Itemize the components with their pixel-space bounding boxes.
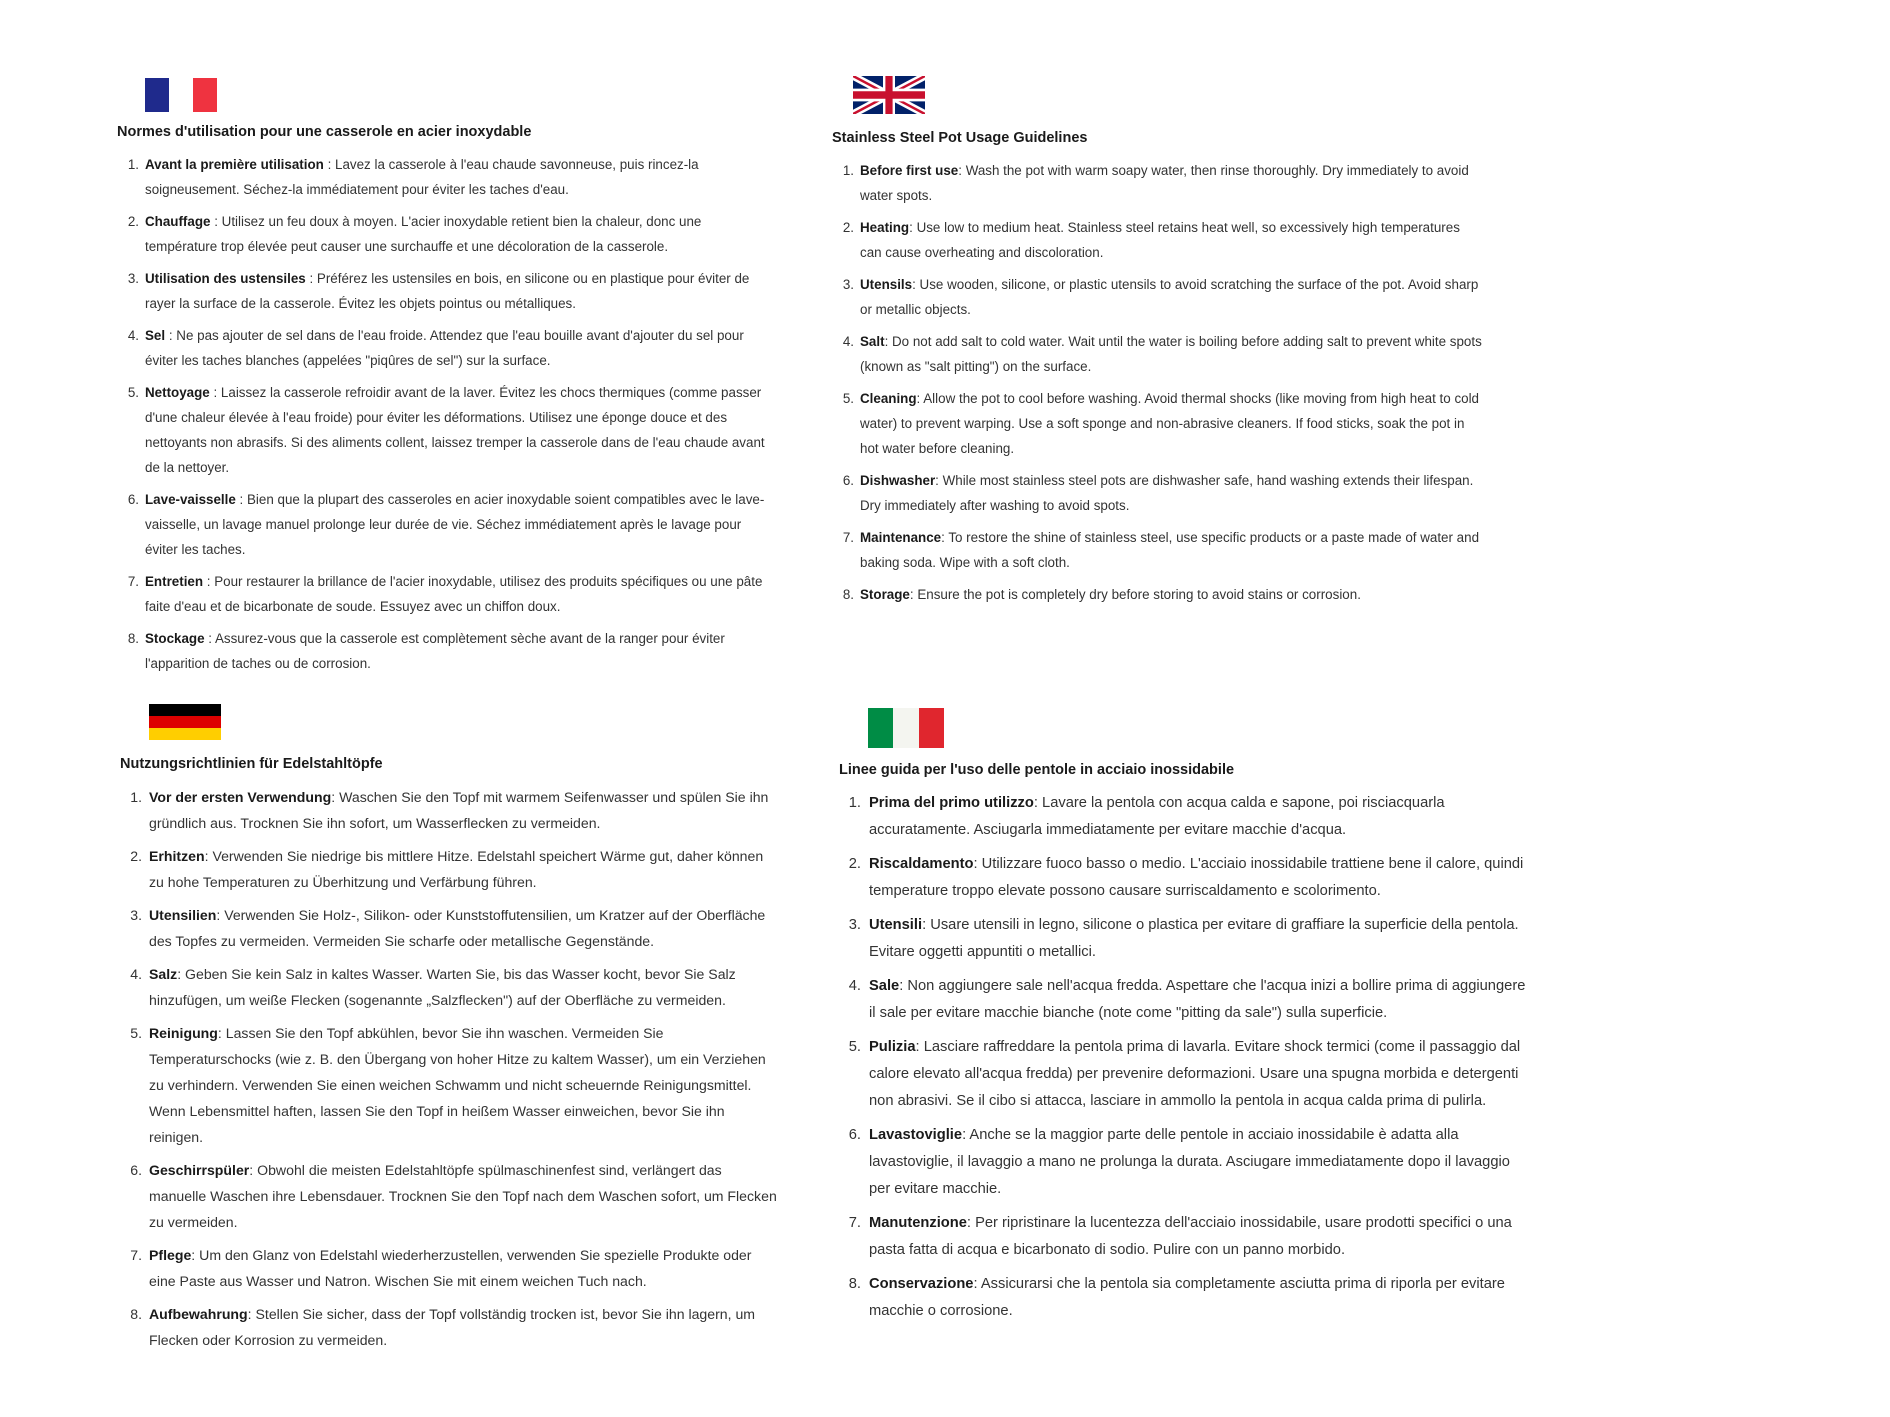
list-item-term: Reinigung [149, 1025, 218, 1041]
list-item-description: Verwenden Sie niedrige bis mittlere Hitze. Edelstahl speichert Wärme gut, daher können zu hohe Temperaturen zu Überhitzung und Verfärbung führen. [149, 848, 764, 890]
list-item-separator: : [915, 1039, 924, 1055]
list-item-number: 7. [127, 574, 139, 589]
list-item-term: Pulizia [869, 1039, 916, 1055]
list-item-term: Riscaldamento [869, 856, 974, 872]
list-item-description: Utilizzare fuoco basso o medio. L'acciaio inossidabile trattiene bene il calore, quindi temperature troppo elevate possono causare surriscaldamento e scolorimento. [869, 856, 1524, 899]
list-item-description: Do not add salt to cold water. Wait until the water is boiling before adding salt to prevent white spots (known as "salt pitting") on the surface. [860, 334, 1482, 374]
list-item-description: Um den Glanz von Edelstahl wiederherzustellen, verwenden Sie spezielle Produkte oder eine Paste aus Wasser und Natron. Wischen Sie mit einem weichen Tuch nach. [149, 1247, 752, 1289]
list-item-text [869, 1210, 1529, 1264]
list-item-description: Use wooden, silicone, or plastic utensils to avoid scratching the surface of the pot. Avoid sharp or metallic objects. [860, 277, 1479, 317]
list-item-text [869, 790, 1529, 844]
list-item-text [145, 152, 767, 202]
list-item-separator: : [1033, 795, 1043, 811]
list-item-separator: : [912, 277, 920, 292]
list-item-description: Ensure the pot is completely dry before storing to avoid stains or corrosion. [917, 587, 1361, 602]
list-item-term: Aufbewahrung [149, 1306, 248, 1322]
list-item-term: Storage [860, 587, 910, 602]
list-item-text [860, 272, 1482, 322]
list-item-term: Lavastoviglie [869, 1127, 963, 1143]
list-item-separator: : [922, 917, 931, 933]
list-item-separator: : [935, 473, 943, 488]
list-item-number: 4. [130, 966, 142, 982]
list-item-description: Usare utensili in legno, silicone o plastica per evitare di graffiare la superficie della pentola. Evitare oggetti appuntiti o metallici. [869, 917, 1519, 960]
list-item-term: Before first use [860, 163, 959, 178]
list-item-description: Bien que la plupart des casseroles en acier inoxydable soient compatibles avec le lave-vaisselle, un lavage manuel prolonge leur durée de vie. Séchez immédiatement après le lavage pour éviter les taches. [145, 492, 765, 557]
list-item [120, 1020, 780, 1150]
list-item-term: Utensili [869, 917, 923, 933]
list-item-number: 7. [842, 530, 854, 545]
italian-guidelines-section [839, 708, 1529, 1332]
list-item [117, 152, 767, 202]
list-item-text [145, 380, 767, 480]
list-item-description: Obwohl die meisten Edelstahltöpfe spülmaschinenfest sind, verlängert das manuelle Waschen ihre Lebensdauer. Trocknen Sie den Topf nach dem Waschen sofort, um Flecken zu vermeiden. [149, 1162, 777, 1230]
list-item-text [149, 1301, 780, 1353]
list-item-text [860, 468, 1482, 518]
list-item-separator: : [909, 220, 917, 235]
italy-flag-icon [868, 708, 944, 748]
list-item [832, 386, 1482, 461]
list-item-term: Chauffage [145, 214, 211, 229]
english-guidelines-section [832, 76, 1482, 614]
list-item-term: Conservazione [869, 1276, 974, 1292]
list-item-text [869, 1034, 1529, 1115]
list-item-description: Lassen Sie den Topf abkühlen, bevor Sie ihn waschen. Vermeiden Sie Temperaturschocks (wie z. B. den Übergang von hoher Hitze zu kaltem Wasser), um ein Verziehen zu verhindern. Verwenden Sie einen weichen Schwamm und nicht scheuernde Reinigungsmittel. Wenn Lebensmittel haften, lassen Sie den Topf in heißem Wasser einweichen, bevor Sie ihn reinigen. [149, 1025, 766, 1145]
list-item-number: 7. [130, 1247, 142, 1263]
list-item-description: Waschen Sie den Topf mit warmem Seifenwasser und spülen Sie ihn gründlich aus. Trocknen Sie ihn sofort, um Wasserflecken zu vermeiden. [149, 789, 769, 831]
list-item-text [145, 209, 767, 259]
list-item-number: 1. [127, 157, 139, 172]
list-item-description: Assurez-vous que la casserole est complètement sèche avant de la ranger pour éviter l'apparition de taches ou de corrosion. [145, 631, 725, 671]
list-item-term: Manutenzione [869, 1215, 967, 1231]
list-item-text [869, 1271, 1529, 1325]
list-item-number: 2. [127, 214, 139, 229]
list-item-separator: : [210, 214, 222, 229]
list-item [120, 843, 780, 895]
list-item-number: 1. [842, 163, 854, 178]
list-item-description: Non aggiungere sale nell'acqua fredda. Aspettare che l'acqua inizi a bollire prima di aggiungere il sale per evitare macchie bianche (note come "pitting da sale") sulla superficie. [869, 978, 1526, 1021]
german-title: Nutzungsrichtlinien für Edelstahltöpfe [120, 756, 383, 772]
list-item [832, 468, 1482, 518]
list-item-description: While most stainless steel pots are dishwasher safe, hand washing extends their lifespan. Dry immediately after washing to avoid spots. [860, 473, 1474, 513]
list-item-separator: : [331, 789, 340, 805]
list-item-text [145, 626, 767, 676]
list-item-separator: : [973, 1276, 981, 1292]
list-item-text [145, 266, 767, 316]
list-item-description: To restore the shine of stainless steel, use specific products or a paste made of water and baking soda. Wipe with a soft cloth. [860, 530, 1480, 570]
list-item [839, 973, 1529, 1027]
list-item-text [149, 902, 780, 954]
list-item-number: 3. [130, 907, 142, 923]
list-item-separator: : [204, 848, 213, 864]
list-item [832, 215, 1482, 265]
german-list [120, 784, 780, 1353]
list-item-separator: : [966, 1215, 976, 1231]
list-item-separator: : [323, 157, 336, 172]
list-item-separator: : [899, 978, 908, 994]
list-item-text [869, 1122, 1529, 1203]
french-title: Normes d'utilisation pour une casserole en acier inoxydable [117, 124, 532, 140]
list-item-number: 5. [848, 1039, 861, 1055]
list-item [117, 569, 767, 619]
list-item-separator: : [247, 1306, 256, 1322]
list-item-text [860, 386, 1482, 461]
french-guidelines-section [117, 78, 767, 683]
list-item-text [860, 582, 1482, 607]
list-item [832, 582, 1482, 607]
list-item-number: 5. [842, 391, 854, 406]
list-item-description: Lasciare raffreddare la pentola prima di lavarla. Evitare shock termici (come il passaggio dal calore elevato all'acqua fredda) per prevenire deformazioni. Usare una spugna morbida e detergenti non abrasivi. Se il cibo si attacca, lasciare in ammollo la pentola in acqua calda prima di pulirla. [869, 1039, 1521, 1109]
italian-title: Linee guida per l'uso delle pentole in acciaio inossidabile [839, 762, 1235, 778]
list-item-description: Préférez les ustensiles en bois, en silicone ou en plastique pour éviter de rayer la surface de la casserole. Évitez les objets pointus ou métalliques. [145, 271, 750, 311]
list-item [120, 1157, 780, 1235]
list-item-number: 7. [848, 1215, 861, 1231]
list-item [839, 1122, 1529, 1203]
list-item [832, 525, 1482, 575]
list-item-text [149, 1157, 780, 1235]
list-item-separator: : [204, 631, 215, 646]
list-item-separator: : [203, 574, 215, 589]
list-item-term: Cleaning [860, 391, 917, 406]
list-item-term: Pflege [149, 1247, 192, 1263]
list-item-number: 3. [842, 277, 854, 292]
list-item-text [149, 961, 780, 1013]
list-item-separator: : [973, 856, 982, 872]
list-item [120, 1301, 780, 1353]
list-item-number: 4. [127, 328, 139, 343]
english-list [832, 158, 1482, 607]
list-item-number: 5. [130, 1025, 142, 1041]
list-item-description: Allow the pot to cool before washing. Avoid thermal shocks (like moving from high heat to cold water) to prevent warping. Use a soft sponge and non-abrasive cleaners. If food sticks, soak the pot in hot water before cleaning. [860, 391, 1480, 456]
list-item-term: Salt [860, 334, 885, 349]
italian-list [839, 790, 1529, 1325]
list-item-number: 6. [848, 1127, 861, 1143]
list-item-text [860, 525, 1482, 575]
list-item-text [145, 569, 767, 619]
list-item-separator: : [165, 328, 177, 343]
list-item-separator: : [962, 1127, 970, 1143]
list-item-number: 5. [127, 385, 139, 400]
list-item-number: 2. [848, 856, 861, 872]
list-item-separator: : [916, 391, 924, 406]
list-item-separator: : [941, 530, 949, 545]
list-item-term: Vor der ersten Verwendung [149, 789, 332, 805]
list-item-text [869, 851, 1529, 905]
list-item [839, 912, 1529, 966]
list-item-term: Salz [149, 966, 178, 982]
list-item-description: Verwenden Sie Holz-, Silikon- oder Kunststoffutensilien, um Kratzer auf der Oberfläche des Topfes zu vermeiden. Vermeiden Sie scharfe oder metallische Gegenstände. [149, 907, 766, 949]
list-item-description: Laissez la casserole refroidir avant de la laver. Évitez les chocs thermiques (comme passer d'une chaleur élevée à l'eau froide) pour éviter les déformations. Utilisez une éponge douce et des nettoyants non abrasifs. Si des aliments collent, laissez tremper la casserole dans de l'eau chaude avant de la nettoyer. [145, 385, 765, 475]
list-item-text [149, 1020, 780, 1150]
list-item-separator: : [191, 1247, 200, 1263]
list-item-term: Maintenance [860, 530, 942, 545]
list-item [120, 902, 780, 954]
list-item [839, 851, 1529, 905]
english-title: Stainless Steel Pot Usage Guidelines [832, 130, 1088, 146]
list-item-number: 4. [848, 978, 861, 994]
list-item-number: 3. [127, 271, 139, 286]
list-item-number: 8. [848, 1276, 861, 1292]
list-item-separator: : [958, 163, 966, 178]
list-item-term: Utensils [860, 277, 913, 292]
list-item-text [860, 215, 1482, 265]
list-item [832, 158, 1482, 208]
list-item-term: Sale [869, 978, 900, 994]
french-list [117, 152, 767, 676]
list-item [117, 323, 767, 373]
list-item-text [860, 158, 1482, 208]
list-item-text [869, 973, 1529, 1027]
list-item-description: Pour restaurer la brillance de l'acier inoxydable, utilisez des produits spécifiques ou une pâte faite d'eau et de bicarbonate de soude. Essuyez avec un chiffon doux. [145, 574, 763, 614]
list-item [120, 961, 780, 1013]
list-item-text [145, 487, 767, 562]
list-item-text [860, 329, 1482, 379]
list-item [117, 266, 767, 316]
list-item [839, 1034, 1529, 1115]
list-item-description: Ne pas ajouter de sel dans de l'eau froide. Attendez que l'eau bouille avant d'ajouter du sel pour éviter les taches blanches (appelées "piqûres de sel") sur la surface. [145, 328, 744, 368]
list-item-term: Heating [860, 220, 910, 235]
list-item-description: Per ripristinare la lucentezza dell'acciaio inossidabile, usare prodotti specifici o una pasta fatta di acqua e bicarbonato di sodio. Pulire con un panno morbido. [869, 1215, 1512, 1258]
list-item-term: Dishwasher [860, 473, 936, 488]
list-item-term: Avant la première utilisation [145, 157, 324, 172]
list-item-term: Nettoyage [145, 385, 210, 400]
list-item-description: Anche se la maggior parte delle pentole in acciaio inossidabile è adatta alla lavastoviglie, il lavaggio a mano ne prolunga la durata. Asciugare immediatamente dopo il lavaggio per evitare macchie. [869, 1127, 1510, 1197]
list-item-term: Geschirrspüler [149, 1162, 250, 1178]
list-item-number: 8. [127, 631, 139, 646]
list-item-number: 2. [130, 848, 142, 864]
list-item-description: Assicurarsi che la pentola sia completamente asciutta prima di riporla per evitare macchie o corrosione. [869, 1276, 1505, 1319]
list-item-number: 6. [842, 473, 854, 488]
list-item [117, 487, 767, 562]
list-item-text [145, 323, 767, 373]
list-item-separator: : [209, 385, 221, 400]
list-item-text [149, 843, 780, 895]
germany-flag-icon [149, 704, 221, 740]
list-item-term: Utilisation des ustensiles [145, 271, 306, 286]
list-item-term: Utensilien [149, 907, 217, 923]
list-item-description: Utilisez un feu doux à moyen. L'acier inoxydable retient bien la chaleur, donc une température trop élevée peut causer une surchauffe et une décoloration de la casserole. [145, 214, 702, 254]
list-item-number: 2. [842, 220, 854, 235]
list-item-text [149, 784, 780, 836]
list-item-separator: : [235, 492, 247, 507]
list-item [839, 1271, 1529, 1325]
list-item-number: 1. [130, 789, 142, 805]
list-item-description: Lavez la casserole à l'eau chaude savonneuse, puis rincez-la soigneusement. Séchez-la immédiatement pour éviter les taches d'eau. [145, 157, 699, 197]
list-item [839, 1210, 1529, 1264]
list-item-description: Lavare la pentola con acqua calda e sapone, poi risciacquarla accuratamente. Asciugarla immediatamente per evitare macchie d'acqua. [869, 795, 1445, 838]
list-item-term: Prima del primo utilizzo [869, 795, 1034, 811]
list-item-description: Wash the pot with warm soapy water, then rinse thoroughly. Dry immediately to avoid water spots. [860, 163, 1469, 203]
list-item-number: 8. [130, 1306, 142, 1322]
list-item-term: Sel [145, 328, 166, 343]
list-item-separator: : [884, 334, 893, 349]
uk-flag-icon [853, 76, 925, 114]
list-item-term: Lave-vaisselle [145, 492, 236, 507]
france-flag-icon [145, 78, 217, 112]
list-item [120, 1242, 780, 1294]
list-item [832, 329, 1482, 379]
list-item-description: Stellen Sie sicher, dass der Topf vollständig trocken ist, bevor Sie ihn lagern, um Flecken oder Korrosion zu vermeiden. [149, 1306, 756, 1348]
list-item-description: Use low to medium heat. Stainless steel retains heat well, so excessively high temperatures can cause overheating and discoloration. [860, 220, 1460, 260]
list-item-text [149, 1242, 780, 1294]
list-item-separator: : [217, 1025, 226, 1041]
list-item-description: Geben Sie kein Salz in kaltes Wasser. Warten Sie, bis das Wasser kocht, bevor Sie Salz hinzufügen, um weiße Flecken (sogenannte „Salzflecken") auf der Oberfläche zu vermeiden. [149, 966, 736, 1008]
german-guidelines-section [120, 704, 780, 1360]
list-item-text [869, 912, 1529, 966]
list-item-term: Stockage [145, 631, 205, 646]
list-item-term: Entretien [145, 574, 204, 589]
list-item [117, 209, 767, 259]
list-item-number: 6. [127, 492, 139, 507]
list-item-separator: : [216, 907, 225, 923]
list-item-separator: : [177, 966, 186, 982]
list-item [120, 784, 780, 836]
list-item-separator: : [909, 587, 918, 602]
list-item [832, 272, 1482, 322]
list-item-separator: : [249, 1162, 258, 1178]
list-item-number: 3. [848, 917, 861, 933]
list-item-number: 1. [848, 795, 861, 811]
list-item [117, 380, 767, 480]
list-item-number: 6. [130, 1162, 142, 1178]
list-item [839, 790, 1529, 844]
list-item-term: Erhitzen [149, 848, 205, 864]
list-item-separator: : [305, 271, 317, 286]
list-item-number: 4. [842, 334, 854, 349]
list-item-number: 8. [842, 587, 854, 602]
list-item [117, 626, 767, 676]
